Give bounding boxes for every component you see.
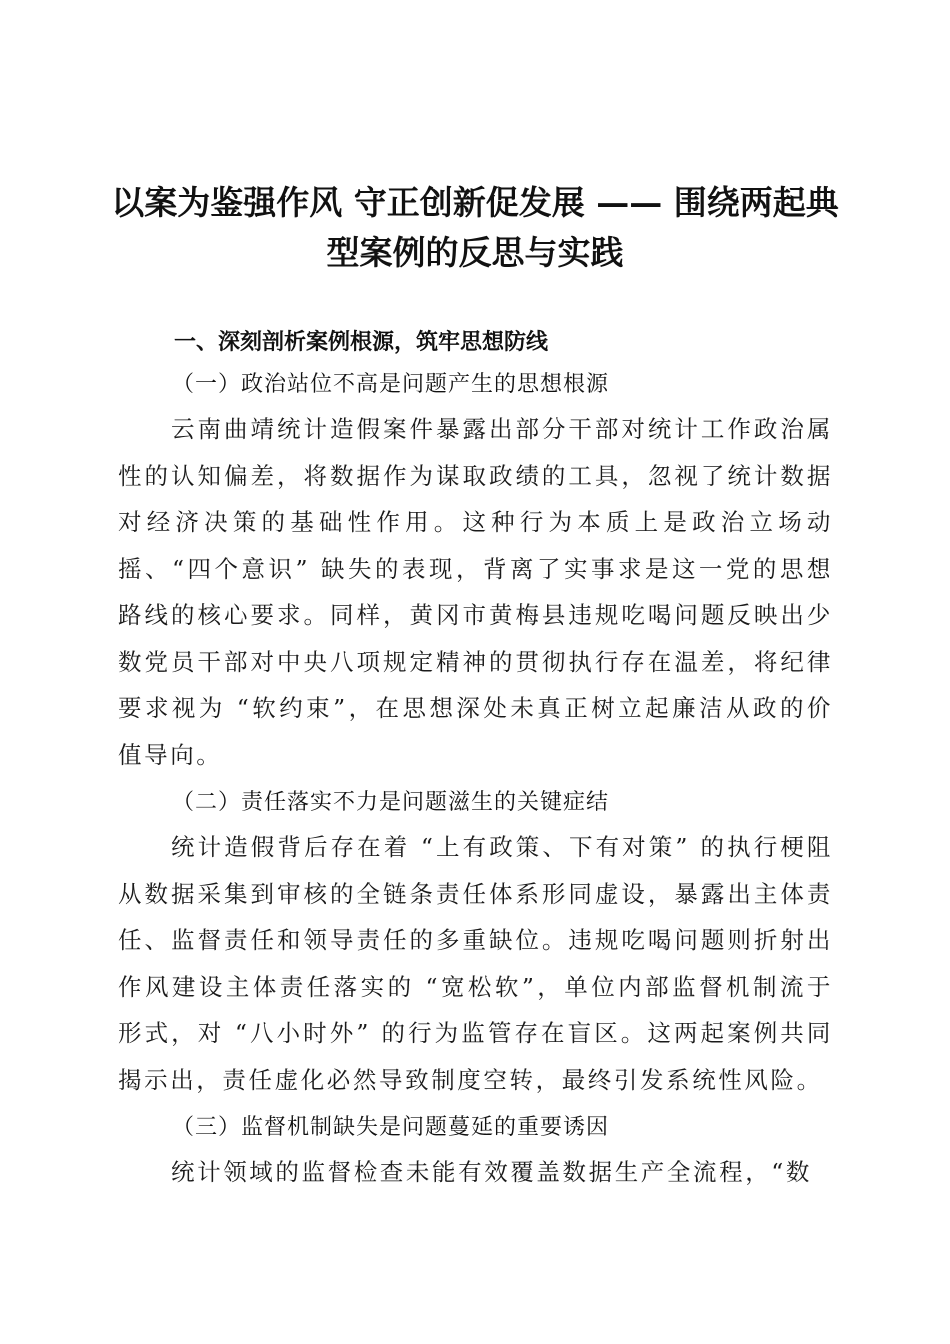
subsection-heading-2: （二）责任落实不力是问题滋生的关键症结 — [172, 790, 610, 815]
paragraph-2: 统计造假背后存在着 “上有政策、下有对策” 的执行梗阻从数据采集到审核的全链条责任体系形同虚设，暴露出主体责任、监督责任和领导责任的多重缺位。违规吃喝问题则折射出作风建设主体责任落实的 “宽松软”，单位内部监督机制流于形式，对 “八小时外” 的行为监管存在盲区。这两起案例共同揭示出，责任虚化必然导致制度空转，最终引发系统性风险。 — [118, 833, 833, 1094]
document-title: 以案为鉴强作风 守正创新促发展 —— 围绕两起典型案例的反思与实践 — [111, 183, 839, 272]
subsection-heading-1: （一）政治站位不高是问题产生的思想根源 — [172, 372, 610, 397]
document-body — [118, 322, 833, 1196]
section-heading: 一、深刻剖析案例根源，筑牢思想防线 — [174, 330, 549, 355]
paragraph-1: 云南曲靖统计造假案件暴露出部分干部对统计工作政治属性的认知偏差，将数据作为谋取政绩的工具，忽视了统计数据对经济决策的基础性作用。这种行为本质上是政治立场动摇、“四个意识” 缺失的表现，背离了实事求是这一党的思想路线的核心要求。同样，黄冈市黄梅县违规吃喝问题反映出少数党员干部对中央八项规定精神的贯彻执行存在温差，将纪律要求视为 “软约束”，在思想深处未真正树立起廉洁从政的价值导向。 — [118, 415, 833, 769]
subsection-heading-3: （三）监督机制缺失是问题蔓延的重要诱因 — [172, 1115, 610, 1140]
paragraph-3: 统计领域的监督检查未能有效覆盖数据生产全流程，“数 — [171, 1158, 813, 1186]
